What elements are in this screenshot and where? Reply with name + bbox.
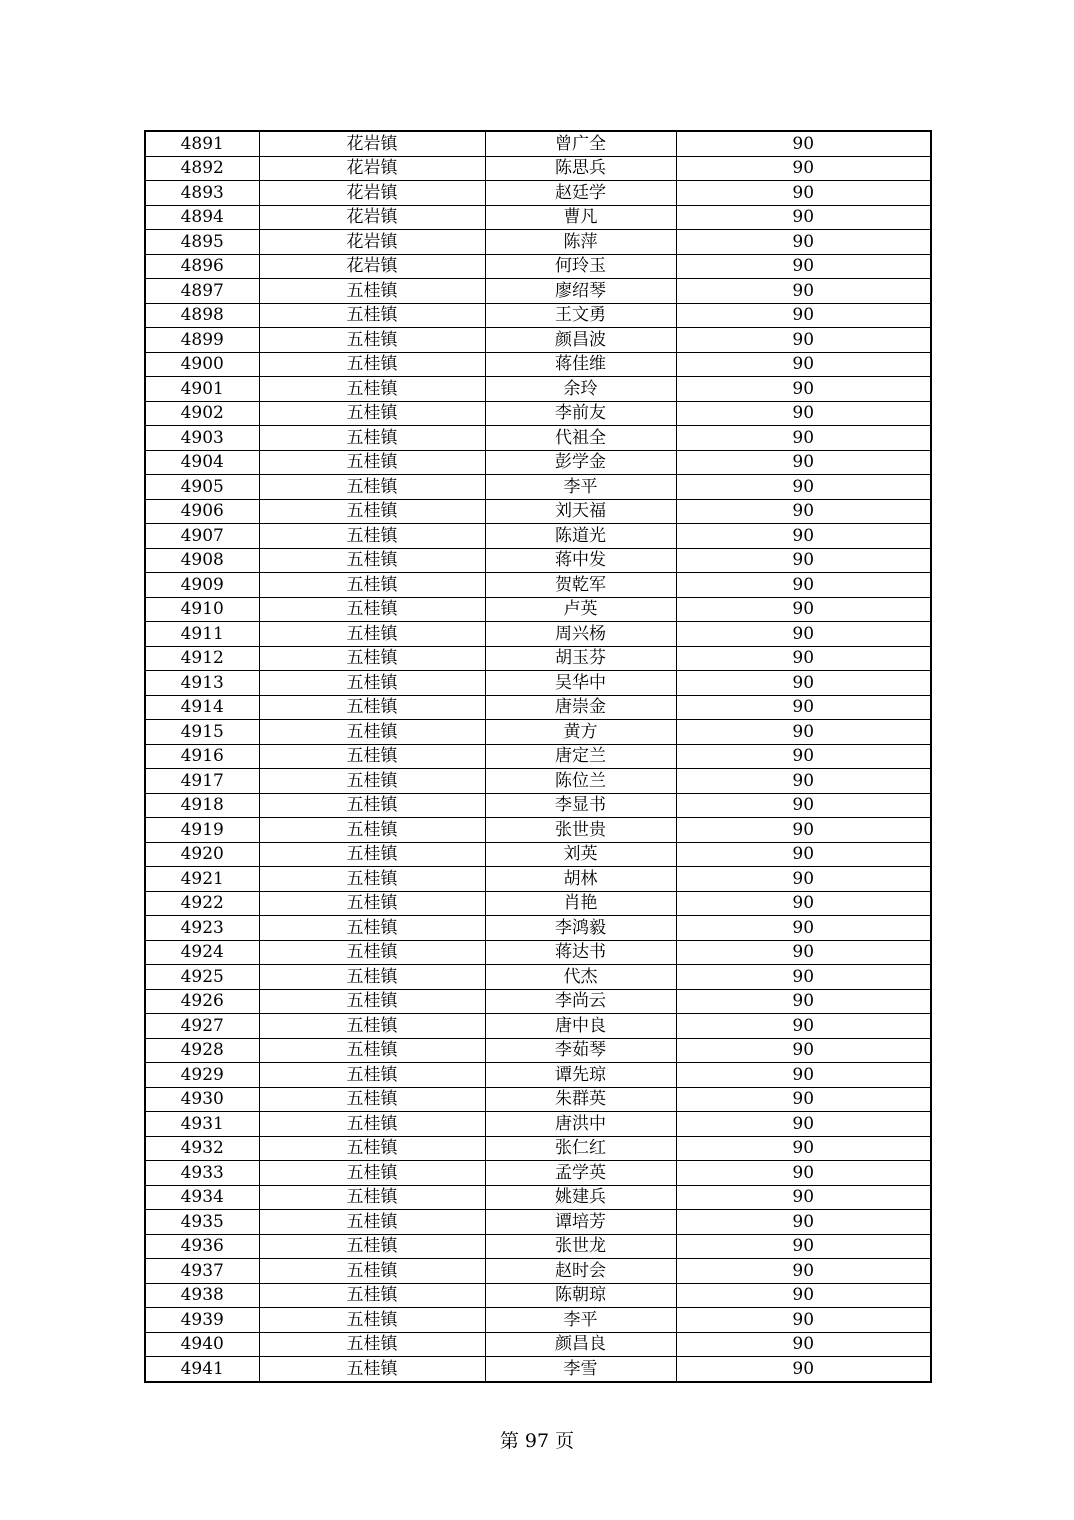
row-number-cell: 4914	[145, 695, 259, 720]
table-row	[145, 720, 931, 745]
town-cell: 五桂镇	[259, 401, 485, 426]
town-cell: 五桂镇	[259, 622, 485, 647]
row-number-cell: 4893	[145, 181, 259, 206]
amount-cell: 90	[676, 548, 931, 573]
name-cell: 颜昌波	[485, 328, 676, 353]
table-row	[145, 279, 931, 304]
table-row	[145, 450, 931, 475]
name-cell: 刘英	[485, 842, 676, 867]
row-number-cell: 4898	[145, 303, 259, 328]
name-cell: 赵廷学	[485, 181, 676, 206]
table-row	[145, 989, 931, 1014]
amount-cell: 90	[676, 524, 931, 549]
name-cell: 李雪	[485, 1357, 676, 1382]
amount-cell: 90	[676, 646, 931, 671]
town-cell: 五桂镇	[259, 1234, 485, 1259]
name-cell: 赵时会	[485, 1259, 676, 1284]
table-row	[145, 1038, 931, 1063]
name-cell: 彭学金	[485, 450, 676, 475]
town-cell: 五桂镇	[259, 940, 485, 965]
amount-cell: 90	[676, 695, 931, 720]
row-number-cell: 4937	[145, 1259, 259, 1284]
town-cell: 五桂镇	[259, 1357, 485, 1382]
name-cell: 张仁红	[485, 1136, 676, 1161]
row-number-cell: 4907	[145, 524, 259, 549]
town-cell: 五桂镇	[259, 1308, 485, 1333]
table-row	[145, 475, 931, 500]
row-number-cell: 4940	[145, 1332, 259, 1357]
town-cell: 五桂镇	[259, 450, 485, 475]
table-row	[145, 1063, 931, 1088]
amount-cell: 90	[676, 450, 931, 475]
amount-cell: 90	[676, 1136, 931, 1161]
name-cell: 吴华中	[485, 671, 676, 696]
name-cell: 姚建兵	[485, 1185, 676, 1210]
table-row	[145, 1308, 931, 1333]
town-cell: 花岩镇	[259, 205, 485, 230]
town-cell: 五桂镇	[259, 989, 485, 1014]
roster-table	[144, 130, 932, 1383]
row-number-cell: 4935	[145, 1210, 259, 1235]
row-number-cell: 4919	[145, 818, 259, 843]
table-row	[145, 695, 931, 720]
amount-cell: 90	[676, 940, 931, 965]
table-row	[145, 254, 931, 279]
amount-cell: 90	[676, 720, 931, 745]
row-number-cell: 4925	[145, 965, 259, 990]
amount-cell: 90	[676, 1357, 931, 1382]
table-row	[145, 1014, 931, 1039]
name-cell: 刘天福	[485, 499, 676, 524]
name-cell: 蒋达书	[485, 940, 676, 965]
row-number-cell: 4896	[145, 254, 259, 279]
town-cell: 五桂镇	[259, 524, 485, 549]
amount-cell: 90	[676, 1112, 931, 1137]
table-row	[145, 842, 931, 867]
table-row	[145, 818, 931, 843]
name-cell: 张世贵	[485, 818, 676, 843]
town-cell: 五桂镇	[259, 1038, 485, 1063]
row-number-cell: 4930	[145, 1087, 259, 1112]
row-number-cell: 4892	[145, 156, 259, 181]
row-number-cell: 4933	[145, 1161, 259, 1186]
name-cell: 张世龙	[485, 1234, 676, 1259]
row-number-cell: 4928	[145, 1038, 259, 1063]
amount-cell: 90	[676, 230, 931, 255]
name-cell: 王文勇	[485, 303, 676, 328]
table-row	[145, 352, 931, 377]
table-row	[145, 205, 931, 230]
name-cell: 卢英	[485, 597, 676, 622]
amount-cell: 90	[676, 1259, 931, 1284]
table-row	[145, 1112, 931, 1137]
town-cell: 五桂镇	[259, 352, 485, 377]
amount-cell: 90	[676, 891, 931, 916]
row-number-cell: 4918	[145, 793, 259, 818]
name-cell: 陈思兵	[485, 156, 676, 181]
table-row	[145, 1357, 931, 1382]
row-number-cell: 4917	[145, 769, 259, 794]
row-number-cell: 4901	[145, 377, 259, 402]
row-number-cell: 4938	[145, 1283, 259, 1308]
name-cell: 陈位兰	[485, 769, 676, 794]
town-cell: 五桂镇	[259, 818, 485, 843]
name-cell: 蒋中发	[485, 548, 676, 573]
town-cell: 五桂镇	[259, 475, 485, 500]
amount-cell: 90	[676, 573, 931, 598]
table-row	[145, 891, 931, 916]
town-cell: 五桂镇	[259, 1210, 485, 1235]
town-cell: 五桂镇	[259, 1112, 485, 1137]
row-number-cell: 4920	[145, 842, 259, 867]
roster-table-body	[145, 131, 931, 1382]
amount-cell: 90	[676, 769, 931, 794]
row-number-cell: 4916	[145, 744, 259, 769]
town-cell: 五桂镇	[259, 867, 485, 892]
town-cell: 五桂镇	[259, 377, 485, 402]
amount-cell: 90	[676, 328, 931, 353]
table-row	[145, 303, 931, 328]
name-cell: 代杰	[485, 965, 676, 990]
name-cell: 李前友	[485, 401, 676, 426]
row-number-cell: 4923	[145, 916, 259, 941]
name-cell: 李茹琴	[485, 1038, 676, 1063]
row-number-cell: 4906	[145, 499, 259, 524]
town-cell: 五桂镇	[259, 1063, 485, 1088]
amount-cell: 90	[676, 352, 931, 377]
town-cell: 花岩镇	[259, 230, 485, 255]
amount-cell: 90	[676, 916, 931, 941]
name-cell: 李尚云	[485, 989, 676, 1014]
town-cell: 五桂镇	[259, 279, 485, 304]
table-row	[145, 1210, 931, 1235]
town-cell: 五桂镇	[259, 1014, 485, 1039]
town-cell: 五桂镇	[259, 573, 485, 598]
town-cell: 五桂镇	[259, 1259, 485, 1284]
town-cell: 五桂镇	[259, 548, 485, 573]
town-cell: 五桂镇	[259, 303, 485, 328]
town-cell: 五桂镇	[259, 769, 485, 794]
amount-cell: 90	[676, 1063, 931, 1088]
amount-cell: 90	[676, 279, 931, 304]
name-cell: 唐中良	[485, 1014, 676, 1039]
name-cell: 朱群英	[485, 1087, 676, 1112]
name-cell: 周兴杨	[485, 622, 676, 647]
amount-cell: 90	[676, 1014, 931, 1039]
town-cell: 五桂镇	[259, 1283, 485, 1308]
row-number-cell: 4941	[145, 1357, 259, 1382]
name-cell: 曾广全	[485, 131, 676, 156]
amount-cell: 90	[676, 205, 931, 230]
table-row	[145, 181, 931, 206]
name-cell: 陈道光	[485, 524, 676, 549]
name-cell: 何玲玉	[485, 254, 676, 279]
row-number-cell: 4912	[145, 646, 259, 671]
table-row	[145, 622, 931, 647]
table-row	[145, 965, 931, 990]
row-number-cell: 4891	[145, 131, 259, 156]
amount-cell: 90	[676, 965, 931, 990]
amount-cell: 90	[676, 303, 931, 328]
table-row	[145, 597, 931, 622]
row-number-cell: 4904	[145, 450, 259, 475]
table-row	[145, 328, 931, 353]
amount-cell: 90	[676, 622, 931, 647]
row-number-cell: 4895	[145, 230, 259, 255]
amount-cell: 90	[676, 475, 931, 500]
row-number-cell: 4934	[145, 1185, 259, 1210]
table-row	[145, 1259, 931, 1284]
name-cell: 李显书	[485, 793, 676, 818]
amount-cell: 90	[676, 818, 931, 843]
town-cell: 花岩镇	[259, 156, 485, 181]
town-cell: 五桂镇	[259, 1136, 485, 1161]
name-cell: 胡玉芬	[485, 646, 676, 671]
name-cell: 曹凡	[485, 205, 676, 230]
amount-cell: 90	[676, 1161, 931, 1186]
amount-cell: 90	[676, 131, 931, 156]
table-row	[145, 1283, 931, 1308]
row-number-cell: 4913	[145, 671, 259, 696]
row-number-cell: 4936	[145, 1234, 259, 1259]
row-number-cell: 4903	[145, 426, 259, 451]
amount-cell: 90	[676, 426, 931, 451]
amount-cell: 90	[676, 867, 931, 892]
table-row	[145, 524, 931, 549]
row-number-cell: 4924	[145, 940, 259, 965]
town-cell: 五桂镇	[259, 597, 485, 622]
amount-cell: 90	[676, 1185, 931, 1210]
amount-cell: 90	[676, 1283, 931, 1308]
row-number-cell: 4905	[145, 475, 259, 500]
name-cell: 余玲	[485, 377, 676, 402]
table-row	[145, 1161, 931, 1186]
row-number-cell: 4902	[145, 401, 259, 426]
name-cell: 唐崇金	[485, 695, 676, 720]
table-row	[145, 867, 931, 892]
amount-cell: 90	[676, 1332, 931, 1357]
name-cell: 肖艳	[485, 891, 676, 916]
table-row	[145, 131, 931, 156]
name-cell: 李平	[485, 475, 676, 500]
town-cell: 花岩镇	[259, 181, 485, 206]
row-number-cell: 4911	[145, 622, 259, 647]
table-row	[145, 940, 931, 965]
row-number-cell: 4929	[145, 1063, 259, 1088]
row-number-cell: 4939	[145, 1308, 259, 1333]
amount-cell: 90	[676, 499, 931, 524]
name-cell: 贺乾军	[485, 573, 676, 598]
row-number-cell: 4900	[145, 352, 259, 377]
row-number-cell: 4921	[145, 867, 259, 892]
row-number-cell: 4922	[145, 891, 259, 916]
table-row	[145, 156, 931, 181]
name-cell: 蒋佳维	[485, 352, 676, 377]
row-number-cell: 4899	[145, 328, 259, 353]
amount-cell: 90	[676, 1210, 931, 1235]
table-row	[145, 499, 931, 524]
name-cell: 黄方	[485, 720, 676, 745]
table-row	[145, 377, 931, 402]
amount-cell: 90	[676, 1038, 931, 1063]
name-cell: 谭培芳	[485, 1210, 676, 1235]
row-number-cell: 4927	[145, 1014, 259, 1039]
town-cell: 五桂镇	[259, 671, 485, 696]
name-cell: 廖绍琴	[485, 279, 676, 304]
town-cell: 五桂镇	[259, 499, 485, 524]
table-row	[145, 1185, 931, 1210]
name-cell: 孟学英	[485, 1161, 676, 1186]
row-number-cell: 4915	[145, 720, 259, 745]
row-number-cell: 4894	[145, 205, 259, 230]
table-row	[145, 1332, 931, 1357]
amount-cell: 90	[676, 377, 931, 402]
town-cell: 五桂镇	[259, 744, 485, 769]
table-row	[145, 744, 931, 769]
amount-cell: 90	[676, 1087, 931, 1112]
amount-cell: 90	[676, 1234, 931, 1259]
table-row	[145, 671, 931, 696]
amount-cell: 90	[676, 842, 931, 867]
name-cell: 胡林	[485, 867, 676, 892]
town-cell: 五桂镇	[259, 720, 485, 745]
table-row	[145, 769, 931, 794]
town-cell: 五桂镇	[259, 1161, 485, 1186]
amount-cell: 90	[676, 989, 931, 1014]
table-row	[145, 401, 931, 426]
amount-cell: 90	[676, 181, 931, 206]
table-row	[145, 573, 931, 598]
row-number-cell: 4931	[145, 1112, 259, 1137]
amount-cell: 90	[676, 156, 931, 181]
table-row	[145, 1234, 931, 1259]
name-cell: 颜昌良	[485, 1332, 676, 1357]
town-cell: 五桂镇	[259, 916, 485, 941]
name-cell: 李鸿毅	[485, 916, 676, 941]
table-row	[145, 646, 931, 671]
page-number: 第 97 页	[499, 1430, 575, 1452]
amount-cell: 90	[676, 671, 931, 696]
town-cell: 五桂镇	[259, 891, 485, 916]
table-row	[145, 548, 931, 573]
town-cell: 花岩镇	[259, 254, 485, 279]
town-cell: 五桂镇	[259, 965, 485, 990]
row-number-cell: 4909	[145, 573, 259, 598]
name-cell: 陈萍	[485, 230, 676, 255]
name-cell: 陈朝琼	[485, 1283, 676, 1308]
town-cell: 五桂镇	[259, 1185, 485, 1210]
row-number-cell: 4910	[145, 597, 259, 622]
town-cell: 五桂镇	[259, 793, 485, 818]
town-cell: 五桂镇	[259, 646, 485, 671]
town-cell: 五桂镇	[259, 842, 485, 867]
amount-cell: 90	[676, 597, 931, 622]
table-row	[145, 916, 931, 941]
table-row	[145, 230, 931, 255]
name-cell: 李平	[485, 1308, 676, 1333]
name-cell: 唐定兰	[485, 744, 676, 769]
town-cell: 五桂镇	[259, 1087, 485, 1112]
town-cell: 五桂镇	[259, 695, 485, 720]
amount-cell: 90	[676, 793, 931, 818]
row-number-cell: 4908	[145, 548, 259, 573]
table-row	[145, 426, 931, 451]
row-number-cell: 4926	[145, 989, 259, 1014]
town-cell: 五桂镇	[259, 1332, 485, 1357]
name-cell: 唐洪中	[485, 1112, 676, 1137]
table-row	[145, 1087, 931, 1112]
name-cell: 谭先琼	[485, 1063, 676, 1088]
town-cell: 五桂镇	[259, 328, 485, 353]
name-cell: 代祖全	[485, 426, 676, 451]
amount-cell: 90	[676, 1308, 931, 1333]
amount-cell: 90	[676, 401, 931, 426]
table-row	[145, 1136, 931, 1161]
table-row	[145, 793, 931, 818]
town-cell: 五桂镇	[259, 426, 485, 451]
row-number-cell: 4932	[145, 1136, 259, 1161]
row-number-cell: 4897	[145, 279, 259, 304]
amount-cell: 90	[676, 744, 931, 769]
amount-cell: 90	[676, 254, 931, 279]
town-cell: 花岩镇	[259, 131, 485, 156]
